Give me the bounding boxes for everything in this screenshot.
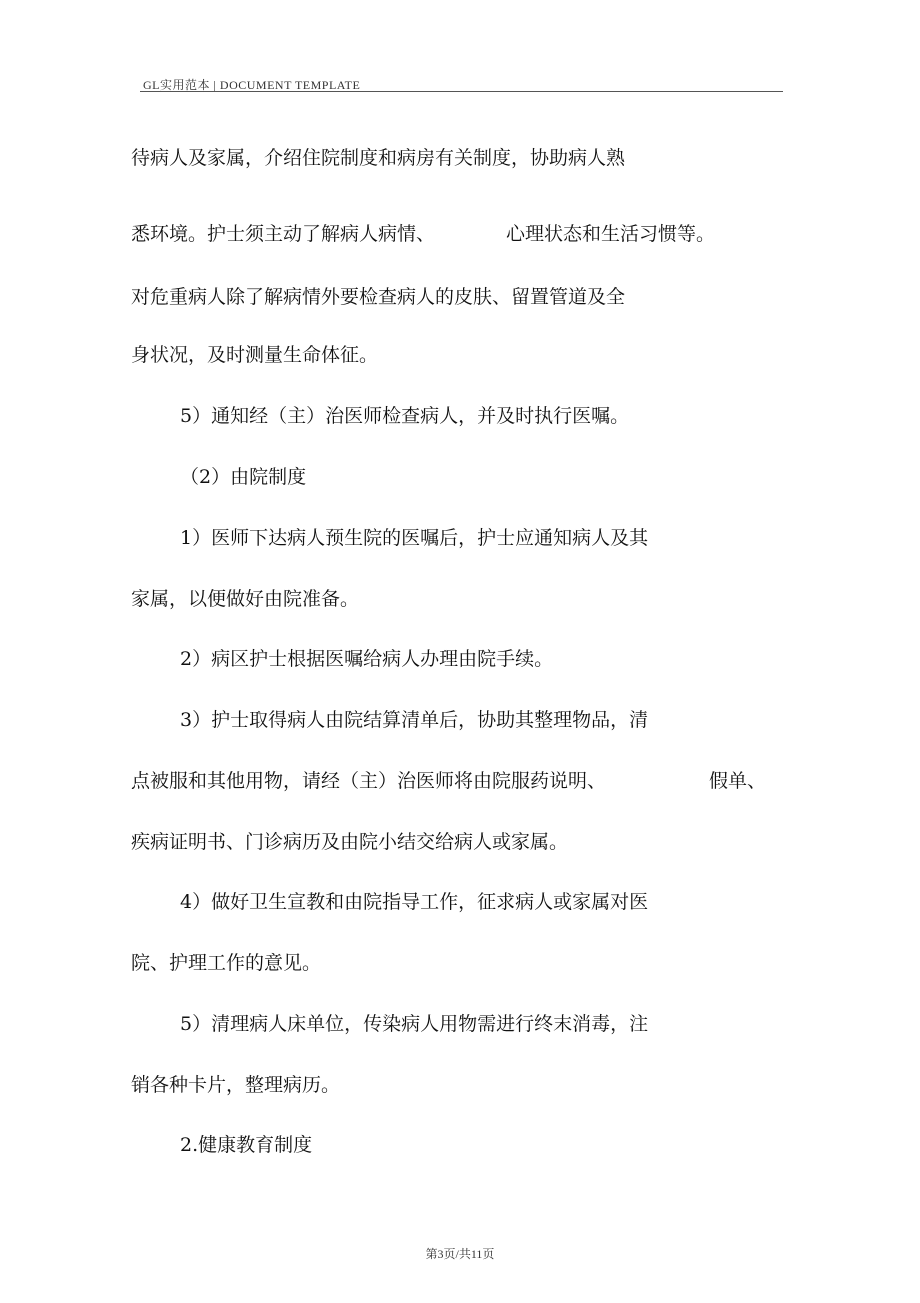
body-line-10: 3）护士取得病人由院结算清单后，协助其整理物品，清 [180, 709, 649, 731]
header-divider [140, 91, 783, 92]
body-line-9: 2）病区护士根据医嘱给病人办理由院手续。 [180, 648, 554, 670]
body-line-13: 4）做好卫生宣教和由院指导工作，征求病人或家属对医 [180, 891, 649, 913]
body-line-11a: 点被服和其他用物，请经（主）治医师将由院服药说明、 [131, 770, 607, 792]
body-line-15: 5）清理病人床单位，传染病人用物需进行终末消毒，注 [180, 1013, 649, 1035]
body-line-4: 身状况，及时测量生命体征。 [131, 344, 379, 366]
body-line-2b: 心理状态和生活习惯等。 [506, 223, 716, 245]
body-line-16: 销各种卡片，整理病历。 [131, 1074, 341, 1096]
body-line-5: 5）通知经（主）治医师检查病人，并及时执行医嘱。 [180, 405, 630, 427]
section-heading-discharge: （2）由院制度 [180, 466, 307, 488]
page-number: 第3页/共11页 [425, 1247, 495, 1261]
body-line-12: 疾病证明书、门诊病历及由院小结交给病人或家属。 [131, 831, 569, 853]
body-line-8: 家属，以便做好由院准备。 [131, 588, 360, 610]
body-line-1: 待病人及家属，介绍住院制度和病房有关制度，协助病人熟 [131, 147, 626, 169]
body-line-14: 院、护理工作的意见。 [131, 952, 322, 974]
section-heading-health-education: 2.健康教育制度 [180, 1134, 313, 1156]
body-line-2a: 悉环境。护士须主动了解病人病情、 [131, 223, 436, 245]
body-line-7: 1）医师下达病人预生院的医嘱后，护士应通知病人及其 [180, 527, 649, 549]
document-header: GL实用范本 | DOCUMENT TEMPLATE [143, 78, 361, 92]
body-line-11b: 假单、 [709, 770, 767, 792]
body-line-3: 对危重病人除了解病情外要检查病人的皮肤、留置管道及全 [131, 286, 626, 308]
